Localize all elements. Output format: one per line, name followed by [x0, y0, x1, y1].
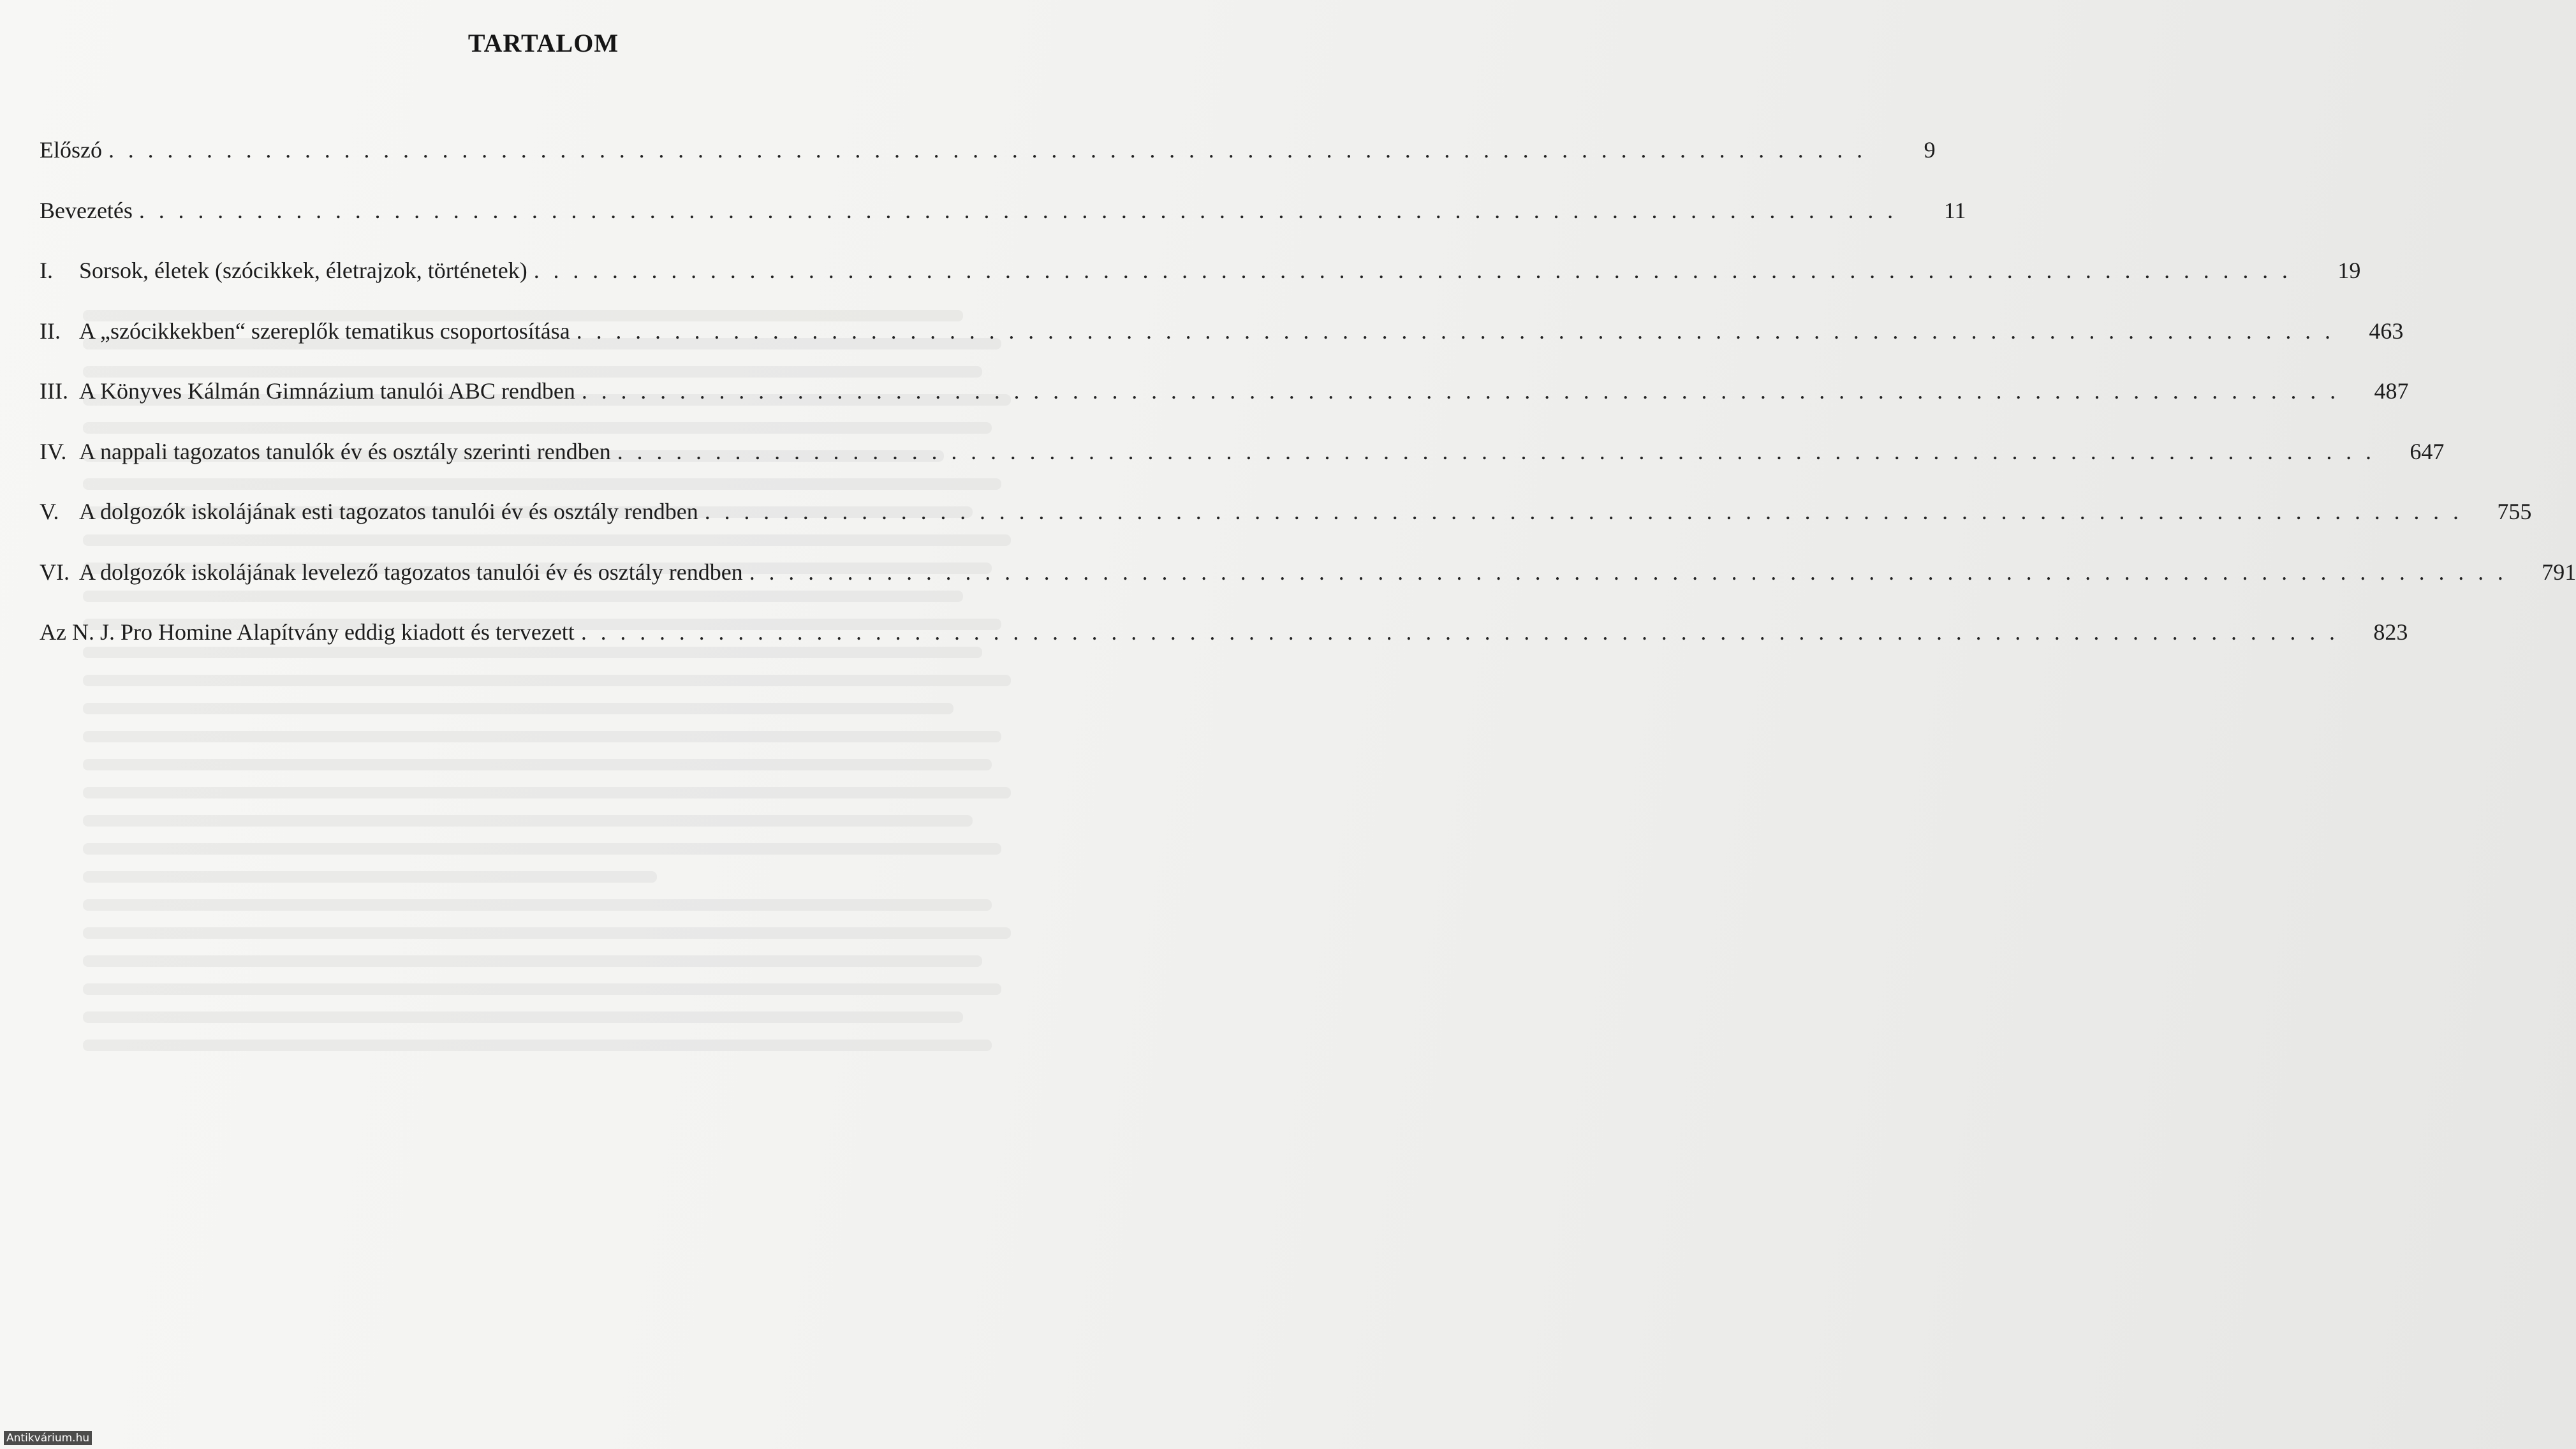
toc-entry-title: A dolgozók iskolájának esti tagozatos tanulói év és osztály rendben: [79, 499, 698, 524]
toc-entry-page-number: 791: [2542, 559, 2576, 585]
toc-entry-chapter-4[interactable]: [40, 437, 2445, 497]
toc-entry-page-number: 19: [2337, 258, 2361, 283]
toc-entry-page-number: 11: [1943, 197, 1966, 223]
leader-dots: . . . . . . . . . . . . . . . . . . . . . . . . . . . . . . . . . . . . . . . . . . . . . . . . . . . . . . . . . . . . . . . . . . . . . . . . . . . . . . . . . . . . . . . . . .: [617, 438, 2376, 464]
toc-entry-chapter-number: IV.: [40, 438, 67, 464]
toc-entry-title: Az N. J. Pro Homine Alapítvány eddig kiadott és tervezett: [40, 619, 575, 645]
toc-entry-foundation[interactable]: [40, 617, 2408, 678]
leader-dots: . . . . . . . . . . . . . . . . . . . . . . . . . . . . . . . . . . . . . . . . . . . . . . . . . . . . . . . . . . . . . . . . . . . . . . . . . . . . . . . . . . . . . . . . . .: [533, 258, 2292, 283]
toc-entry-page-number: 463: [2369, 318, 2404, 344]
toc-entry-chapter-number: V.: [40, 499, 59, 524]
toc-entry-chapter-6[interactable]: [40, 557, 2576, 618]
toc-entry-eloszo[interactable]: [40, 135, 1936, 196]
toc-entry-chapter-1[interactable]: [40, 256, 2361, 316]
toc-entry-title: A nappali tagozatos tanulók év és osztály szerinti rendben: [79, 438, 611, 464]
toc-entry-chapter-number: III.: [40, 378, 68, 404]
toc-entry-chapter-number: I.: [40, 258, 53, 283]
toc-entry-page-number: 823: [2373, 619, 2408, 645]
toc-entry-title: Sorsok, életek (szócikkek, életrajzok, történetek): [79, 258, 527, 283]
toc-entry-chapter-2[interactable]: [40, 316, 2404, 377]
page-title: TARTALOM: [467, 29, 619, 57]
toc-entry-title: A dolgozók iskolájának levelező tagozatos tanulói év és osztály rendben: [79, 559, 743, 585]
leader-dots: . . . . . . . . . . . . . . . . . . . . . . . . . . . . . . . . . . . . . . . . . . . . . . . . . . . . . . . . . . . . . . . . . . . . . . . . . . . . . . . . . . . . . . . . . .: [580, 619, 2339, 645]
toc-entry-chapter-number: VI.: [40, 559, 70, 585]
toc-entry-page-number: 647: [2410, 438, 2445, 464]
toc-entry-chapter-3[interactable]: [40, 376, 2409, 437]
leader-dots: . . . . . . . . . . . . . . . . . . . . . . . . . . . . . . . . . . . . . . . . . . . . . . . . . . . . . . . . . . . . . . . . . . . . . . . . . . . . . . . . . . . . . . . . . .: [576, 318, 2335, 344]
toc-entry-bevezetes[interactable]: [40, 196, 1966, 256]
toc-entry-page-number: 9: [1924, 137, 1936, 163]
toc-entry-title: A Könyves Kálmán Gimnázium tanulói ABC rendben: [79, 378, 575, 404]
toc-entry-title: A „szócikkekben“ szereplők tematikus csoportosítása: [79, 318, 570, 344]
table-of-contents: [40, 135, 2576, 678]
toc-entry-chapter-number: II.: [40, 318, 61, 344]
leader-dots: . . . . . . . . . . . . . . . . . . . . . . . . . . . . . . . . . . . . . . . . . . . . . . . . . . . . . . . . . . . . . . . . . . . . . . . . . . . . . . . . . . . . . . . . . .: [108, 137, 1867, 163]
leader-dots: . . . . . . . . . . . . . . . . . . . . . . . . . . . . . . . . . . . . . . . . . . . . . . . . . . . . . . . . . . . . . . . . . . . . . . . . . . . . . . . . . . . . . . . . . .: [138, 197, 1897, 223]
toc-entry-page-number: 487: [2374, 378, 2409, 404]
toc-entry-page-number: 755: [2497, 499, 2532, 524]
leader-dots: . . . . . . . . . . . . . . . . . . . . . . . . . . . . . . . . . . . . . . . . . . . . . . . . . . . . . . . . . . . . . . . . . . . . . . . . . . . . . . . . . . . . . . . . . .: [704, 499, 2463, 524]
toc-entry-chapter-5[interactable]: [40, 497, 2532, 557]
toc-entry-title: Előszó: [40, 137, 102, 163]
toc-entry-title: Bevezetés: [40, 197, 133, 223]
leader-dots: . . . . . . . . . . . . . . . . . . . . . . . . . . . . . . . . . . . . . . . . . . . . . . . . . . . . . . . . . . . . . . . . . . . . . . . . . . . . . . . . . . . . . . . . . .: [581, 378, 2340, 404]
site-watermark: Antikvárium.hu: [4, 1431, 92, 1445]
leader-dots: . . . . . . . . . . . . . . . . . . . . . . . . . . . . . . . . . . . . . . . . . . . . . . . . . . . . . . . . . . . . . . . . . . . . . . . . . . . . . . . . . . . . . . . . . .: [749, 559, 2508, 585]
